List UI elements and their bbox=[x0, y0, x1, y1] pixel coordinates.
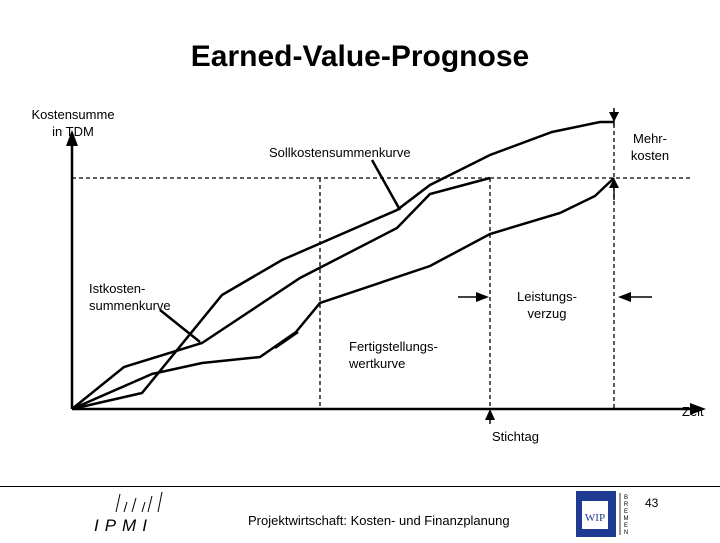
y-axis-label: Kostensumme in TDM bbox=[31, 107, 115, 139]
svg-text:N: N bbox=[623, 530, 629, 536]
leistung-label: Leistungs- verzug bbox=[517, 289, 577, 321]
ist-label: Istkosten- summenkurve bbox=[89, 281, 171, 313]
mehr-arrow-top-head-icon bbox=[609, 112, 619, 122]
svg-text:E: E bbox=[623, 509, 629, 515]
soll-label: Sollkostensummenkurve bbox=[269, 145, 411, 160]
leistung-arrow-right-head-icon bbox=[618, 292, 631, 302]
x-axis-label: Zeit bbox=[682, 404, 704, 419]
page-number: 43 bbox=[645, 496, 659, 510]
mehr-label: Mehr- kosten bbox=[630, 131, 670, 163]
fertig-label: Fertigstellungs- wertkurve bbox=[349, 339, 438, 371]
svg-text:R: R bbox=[623, 502, 629, 508]
fertig-pointer bbox=[275, 332, 298, 348]
footer-divider bbox=[0, 486, 720, 487]
wip-logo bbox=[576, 491, 632, 537]
slide-title: Earned-Value-Prognose bbox=[190, 40, 530, 73]
soll-pointer bbox=[372, 160, 400, 210]
leistung-arrow-left-head-icon bbox=[476, 292, 489, 302]
stichtag-label: Stichtag bbox=[492, 429, 539, 444]
svg-text:M: M bbox=[623, 516, 629, 522]
svg-text:B: B bbox=[623, 495, 629, 501]
ipmi-logo bbox=[86, 490, 176, 538]
ipmi-logo-text: IPMI bbox=[94, 516, 153, 535]
footer-text: Projektwirtschaft: Kosten- und Finanzplanung bbox=[248, 513, 510, 528]
stichtag-arrow-head-icon bbox=[485, 409, 495, 420]
wip-logo-text: WIP bbox=[584, 512, 606, 524]
ist-pointer bbox=[160, 310, 200, 342]
sollkosten-curve bbox=[72, 122, 614, 409]
wip-logo-mark bbox=[576, 491, 632, 537]
svg-text:E: E bbox=[623, 523, 629, 529]
